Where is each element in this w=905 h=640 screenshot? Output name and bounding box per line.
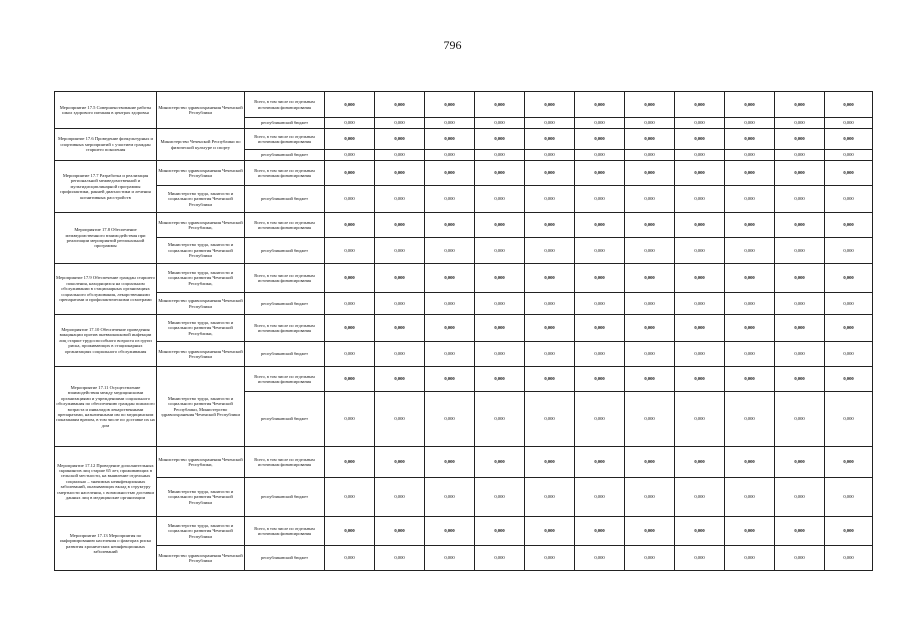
amount-cell: 0,000 — [625, 342, 675, 367]
amount-cell: 0,000 — [625, 478, 675, 517]
amount-cell: 0,000 — [775, 186, 825, 213]
amount-cell: 0,000 — [325, 367, 375, 392]
amount-cell: 0,000 — [425, 517, 475, 546]
amount-cell: 0,000 — [825, 447, 873, 478]
executor: Министерство Чеченской Республики по физической культуре и спорту — [157, 129, 245, 161]
amount-cell: 0,000 — [775, 293, 825, 315]
amount-cell: 0,000 — [675, 517, 725, 546]
amount-cell: 0,000 — [525, 478, 575, 517]
amount-cell: 0,000 — [425, 238, 475, 264]
amount-cell: 0,000 — [625, 238, 675, 264]
table-row — [55, 517, 873, 546]
amount-cell: 0,000 — [475, 213, 525, 238]
event-name: Мероприятие 17.9 Обеспечение граждан старшего поколения, находящихся на социальном обслуживании в стационарных организациях социального обслуживания, лекарственными препаратами и профилактическими осмотрами — [55, 264, 157, 315]
funding-source-republic: республиканский бюджет — [245, 118, 325, 129]
amount-cell: 0,000 — [525, 213, 575, 238]
amount-cell: 0,000 — [825, 293, 873, 315]
amount-cell: 0,000 — [475, 293, 525, 315]
amount-cell: 0,000 — [725, 546, 775, 571]
amount-cell: 0,000 — [575, 161, 625, 186]
funding-source-republic: республиканский бюджет — [245, 478, 325, 517]
amount-cell: 0,000 — [575, 238, 625, 264]
amount-cell: 0,000 — [475, 517, 525, 546]
amount-cell: 0,000 — [675, 392, 725, 447]
table-row — [55, 293, 873, 315]
amount-cell: 0,000 — [675, 213, 725, 238]
amount-cell: 0,000 — [525, 129, 575, 150]
amount-cell: 0,000 — [775, 150, 825, 161]
amount-cell: 0,000 — [625, 447, 675, 478]
amount-cell: 0,000 — [475, 342, 525, 367]
table-row — [55, 342, 873, 367]
amount-cell: 0,000 — [475, 447, 525, 478]
amount-cell: 0,000 — [775, 213, 825, 238]
table-row — [55, 129, 873, 150]
amount-cell: 0,000 — [525, 367, 575, 392]
amount-cell: 0,000 — [625, 293, 675, 315]
funding-source-republic: республиканский бюджет — [245, 392, 325, 447]
amount-cell: 0,000 — [825, 392, 873, 447]
amount-cell: 0,000 — [325, 447, 375, 478]
amount-cell: 0,000 — [525, 150, 575, 161]
amount-cell: 0,000 — [575, 546, 625, 571]
amount-cell: 0,000 — [625, 150, 675, 161]
amount-cell: 0,000 — [825, 342, 873, 367]
amount-cell: 0,000 — [825, 161, 873, 186]
amount-cell: 0,000 — [725, 118, 775, 129]
amount-cell: 0,000 — [675, 129, 725, 150]
amount-cell: 0,000 — [575, 517, 625, 546]
executor: Министерство здравоохранения Чеченской Республики, — [157, 213, 245, 238]
amount-cell: 0,000 — [325, 186, 375, 213]
amount-cell: 0,000 — [825, 118, 873, 129]
amount-cell: 0,000 — [675, 342, 725, 367]
amount-cell: 0,000 — [425, 150, 475, 161]
amount-cell: 0,000 — [625, 186, 675, 213]
amount-cell: 0,000 — [375, 129, 425, 150]
amount-cell: 0,000 — [675, 161, 725, 186]
amount-cell: 0,000 — [825, 92, 873, 118]
amount-cell: 0,000 — [775, 392, 825, 447]
amount-cell: 0,000 — [825, 186, 873, 213]
amount-cell: 0,000 — [675, 264, 725, 293]
funding-source-total: Всего, в том числе по отдельным источникам финансирования — [245, 517, 325, 546]
amount-cell: 0,000 — [575, 129, 625, 150]
amount-cell: 0,000 — [325, 315, 375, 342]
amount-cell: 0,000 — [375, 546, 425, 571]
amount-cell: 0,000 — [425, 447, 475, 478]
funding-source-total: Всего, в том числе по отдельным источникам финансирования — [245, 447, 325, 478]
amount-cell: 0,000 — [825, 238, 873, 264]
amount-cell: 0,000 — [525, 238, 575, 264]
amount-cell: 0,000 — [475, 150, 525, 161]
amount-cell: 0,000 — [825, 546, 873, 571]
funding-source-total: Всего, в том числе по отдельным источникам финансирования — [245, 161, 325, 186]
amount-cell: 0,000 — [325, 546, 375, 571]
amount-cell: 0,000 — [425, 342, 475, 367]
amount-cell: 0,000 — [575, 342, 625, 367]
funding-source-republic: республиканский бюджет — [245, 342, 325, 367]
amount-cell: 0,000 — [675, 186, 725, 213]
amount-cell: 0,000 — [775, 478, 825, 517]
budget-table — [54, 91, 873, 571]
executor: Министерство здравоохранения Чеченской Республики, — [157, 447, 245, 478]
amount-cell: 0,000 — [675, 150, 725, 161]
amount-cell: 0,000 — [575, 118, 625, 129]
amount-cell: 0,000 — [675, 92, 725, 118]
amount-cell: 0,000 — [425, 315, 475, 342]
amount-cell: 0,000 — [575, 478, 625, 517]
amount-cell: 0,000 — [425, 392, 475, 447]
amount-cell: 0,000 — [425, 213, 475, 238]
amount-cell: 0,000 — [325, 264, 375, 293]
table-row — [55, 315, 873, 342]
executor: Министерство труда, занятости и социального развития Чеченской Республики, Министерство здравоохранения Чеченской Республики — [157, 367, 245, 447]
amount-cell: 0,000 — [425, 118, 475, 129]
amount-cell: 0,000 — [375, 118, 425, 129]
event-name: Мероприятие 17.13 Мероприятия по информированию населения о факторах риска развития хронических неинфекционных заболеваний — [55, 517, 157, 571]
amount-cell: 0,000 — [375, 186, 425, 213]
amount-cell: 0,000 — [775, 92, 825, 118]
amount-cell: 0,000 — [675, 118, 725, 129]
amount-cell: 0,000 — [525, 315, 575, 342]
amount-cell: 0,000 — [325, 478, 375, 517]
amount-cell: 0,000 — [725, 315, 775, 342]
event-name: Мероприятие 17.6 Проведение физкультурных и спортивных мероприятий с участием граждан старшего поколения — [55, 129, 157, 161]
amount-cell: 0,000 — [775, 129, 825, 150]
amount-cell: 0,000 — [525, 517, 575, 546]
amount-cell: 0,000 — [525, 342, 575, 367]
table-row — [55, 367, 873, 392]
funding-source-total: Всего, в том числе по отдельным источникам финансирования — [245, 315, 325, 342]
table-row — [55, 264, 873, 293]
amount-cell: 0,000 — [375, 161, 425, 186]
amount-cell: 0,000 — [825, 129, 873, 150]
amount-cell: 0,000 — [475, 186, 525, 213]
amount-cell: 0,000 — [625, 92, 675, 118]
amount-cell: 0,000 — [525, 447, 575, 478]
amount-cell: 0,000 — [625, 118, 675, 129]
amount-cell: 0,000 — [475, 546, 525, 571]
amount-cell: 0,000 — [625, 315, 675, 342]
table-row — [55, 478, 873, 517]
funding-source-republic: республиканский бюджет — [245, 150, 325, 161]
amount-cell: 0,000 — [425, 129, 475, 150]
amount-cell: 0,000 — [575, 392, 625, 447]
amount-cell: 0,000 — [325, 150, 375, 161]
amount-cell: 0,000 — [725, 478, 775, 517]
amount-cell: 0,000 — [775, 315, 825, 342]
event-name: Мероприятие 17.12 Проведение дополнительных скринингов лиц старше 65 лет, проживающих в сельской местности, на выявление отдельных социально – значимых неинфекционных заболеваний, оказывающих вклад в структуру смертности населения, с возможностью доставки данных лиц в медицинские организации — [55, 447, 157, 517]
amount-cell: 0,000 — [625, 517, 675, 546]
amount-cell: 0,000 — [575, 213, 625, 238]
amount-cell: 0,000 — [775, 238, 825, 264]
funding-source-republic: республиканский бюджет — [245, 186, 325, 213]
executor: Министерство здравоохранения Чеченской Республики — [157, 293, 245, 315]
amount-cell: 0,000 — [525, 392, 575, 447]
funding-source-total: Всего, в том числе по отдельным источникам финансирования — [245, 92, 325, 118]
amount-cell: 0,000 — [775, 546, 825, 571]
amount-cell: 0,000 — [475, 315, 525, 342]
event-name: Мероприятие 17.8 Обеспечение межведомственного взаимодействия при реализации мероприятий региональной программы — [55, 213, 157, 264]
amount-cell: 0,000 — [575, 293, 625, 315]
amount-cell: 0,000 — [325, 517, 375, 546]
amount-cell: 0,000 — [825, 264, 873, 293]
amount-cell: 0,000 — [325, 213, 375, 238]
amount-cell: 0,000 — [675, 546, 725, 571]
amount-cell: 0,000 — [425, 92, 475, 118]
amount-cell: 0,000 — [725, 447, 775, 478]
amount-cell: 0,000 — [825, 150, 873, 161]
amount-cell: 0,000 — [375, 478, 425, 517]
amount-cell: 0,000 — [625, 546, 675, 571]
amount-cell: 0,000 — [725, 186, 775, 213]
amount-cell: 0,000 — [525, 92, 575, 118]
table-row — [55, 213, 873, 238]
amount-cell: 0,000 — [325, 92, 375, 118]
executor: Министерство здравоохранения Чеченской Республики — [157, 161, 245, 186]
amount-cell: 0,000 — [725, 517, 775, 546]
amount-cell: 0,000 — [675, 447, 725, 478]
amount-cell: 0,000 — [375, 92, 425, 118]
event-name: Мероприятие 17.11 Осуществление взаимодействия между медицинскими организациями и учреждениями социального обслуживания по обеспечению граждан пожилого возраста и инвалидов лекарственными препаратами, назначенными им по медицинским показаниям врачом, в том числе по доставке их на дом — [55, 367, 157, 447]
amount-cell: 0,000 — [375, 293, 425, 315]
table-row — [55, 238, 873, 264]
amount-cell: 0,000 — [475, 129, 525, 150]
amount-cell: 0,000 — [375, 264, 425, 293]
amount-cell: 0,000 — [775, 118, 825, 129]
amount-cell: 0,000 — [375, 238, 425, 264]
amount-cell: 0,000 — [525, 293, 575, 315]
page-number: 796 — [443, 38, 462, 52]
amount-cell: 0,000 — [475, 367, 525, 392]
amount-cell: 0,000 — [325, 293, 375, 315]
executor: Министерство здравоохранения Чеченской Республики — [157, 546, 245, 571]
amount-cell: 0,000 — [625, 367, 675, 392]
amount-cell: 0,000 — [625, 213, 675, 238]
table-row — [55, 186, 873, 213]
amount-cell: 0,000 — [575, 315, 625, 342]
executor: Министерство труда, занятости и социального развития Чеченской Республики, — [157, 315, 245, 342]
amount-cell: 0,000 — [325, 118, 375, 129]
executor: Министерство труда, занятости и социального развития Чеченской Республики, — [157, 264, 245, 293]
funding-source-republic: республиканский бюджет — [245, 238, 325, 264]
table-body — [55, 92, 873, 571]
amount-cell: 0,000 — [325, 161, 375, 186]
funding-source-republic: республиканский бюджет — [245, 293, 325, 315]
event-name: Мероприятие 17.10 Обеспечение проведения вакцинации против пневмококковой инфекции лиц старше трудоспособного возраста из групп риска, проживающих в стационарных организациях социального обслуживания — [55, 315, 157, 367]
amount-cell: 0,000 — [675, 238, 725, 264]
funding-source-total: Всего, в том числе по отдельным источникам финансирования — [245, 129, 325, 150]
amount-cell: 0,000 — [675, 315, 725, 342]
amount-cell: 0,000 — [475, 478, 525, 517]
table-row — [55, 447, 873, 478]
amount-cell: 0,000 — [775, 264, 825, 293]
amount-cell: 0,000 — [725, 150, 775, 161]
amount-cell: 0,000 — [575, 264, 625, 293]
amount-cell: 0,000 — [525, 546, 575, 571]
amount-cell: 0,000 — [475, 392, 525, 447]
amount-cell: 0,000 — [375, 517, 425, 546]
executor: Министерство труда, занятости и социального развития Чеченской Республики — [157, 517, 245, 546]
funding-source-total: Всего, в том числе по отдельным источникам финансирования — [245, 264, 325, 293]
amount-cell: 0,000 — [525, 118, 575, 129]
amount-cell: 0,000 — [625, 161, 675, 186]
amount-cell: 0,000 — [325, 238, 375, 264]
amount-cell: 0,000 — [725, 293, 775, 315]
executor: Министерство труда, занятости и социального развития Чеченской Республики — [157, 238, 245, 264]
amount-cell: 0,000 — [625, 129, 675, 150]
amount-cell: 0,000 — [325, 129, 375, 150]
amount-cell: 0,000 — [675, 478, 725, 517]
event-name: Мероприятие 17.5 Совершенствование работы школ здорового питания в центрах здоровья — [55, 92, 157, 129]
amount-cell: 0,000 — [675, 293, 725, 315]
amount-cell: 0,000 — [775, 161, 825, 186]
amount-cell: 0,000 — [475, 238, 525, 264]
amount-cell: 0,000 — [425, 186, 475, 213]
amount-cell: 0,000 — [525, 161, 575, 186]
amount-cell: 0,000 — [775, 517, 825, 546]
amount-cell: 0,000 — [425, 367, 475, 392]
amount-cell: 0,000 — [425, 546, 475, 571]
amount-cell: 0,000 — [375, 392, 425, 447]
amount-cell: 0,000 — [825, 367, 873, 392]
amount-cell: 0,000 — [375, 447, 425, 478]
amount-cell: 0,000 — [425, 478, 475, 517]
amount-cell: 0,000 — [825, 315, 873, 342]
funding-source-republic: республиканский бюджет — [245, 546, 325, 571]
amount-cell: 0,000 — [575, 186, 625, 213]
amount-cell: 0,000 — [625, 392, 675, 447]
executor: Министерство здравоохранения Чеченской Республики — [157, 92, 245, 129]
amount-cell: 0,000 — [775, 342, 825, 367]
amount-cell: 0,000 — [725, 367, 775, 392]
amount-cell: 0,000 — [475, 92, 525, 118]
amount-cell: 0,000 — [575, 367, 625, 392]
table-row — [55, 161, 873, 186]
amount-cell: 0,000 — [825, 478, 873, 517]
amount-cell: 0,000 — [375, 150, 425, 161]
amount-cell: 0,000 — [725, 92, 775, 118]
amount-cell: 0,000 — [725, 342, 775, 367]
amount-cell: 0,000 — [625, 264, 675, 293]
amount-cell: 0,000 — [775, 367, 825, 392]
amount-cell: 0,000 — [575, 447, 625, 478]
amount-cell: 0,000 — [425, 264, 475, 293]
amount-cell: 0,000 — [725, 161, 775, 186]
amount-cell: 0,000 — [725, 213, 775, 238]
amount-cell: 0,000 — [725, 392, 775, 447]
table-row — [55, 92, 873, 118]
funding-source-total: Всего, в том числе по отдельным источникам финансирования — [245, 367, 325, 392]
amount-cell: 0,000 — [575, 150, 625, 161]
amount-cell: 0,000 — [675, 367, 725, 392]
amount-cell: 0,000 — [775, 447, 825, 478]
amount-cell: 0,000 — [375, 315, 425, 342]
amount-cell: 0,000 — [325, 342, 375, 367]
amount-cell: 0,000 — [325, 392, 375, 447]
amount-cell: 0,000 — [475, 118, 525, 129]
amount-cell: 0,000 — [725, 264, 775, 293]
amount-cell: 0,000 — [475, 264, 525, 293]
amount-cell: 0,000 — [525, 186, 575, 213]
amount-cell: 0,000 — [375, 367, 425, 392]
executor: Министерство труда, занятости и социального развития Чеченской Республики — [157, 478, 245, 517]
amount-cell: 0,000 — [575, 92, 625, 118]
amount-cell: 0,000 — [475, 161, 525, 186]
amount-cell: 0,000 — [825, 517, 873, 546]
amount-cell: 0,000 — [525, 264, 575, 293]
executor: Министерство труда, занятости и социального развития Чеченской Республики — [157, 186, 245, 213]
amount-cell: 0,000 — [825, 213, 873, 238]
funding-source-total: Всего, в том числе по отдельным источникам финансирования — [245, 213, 325, 238]
amount-cell: 0,000 — [425, 161, 475, 186]
amount-cell: 0,000 — [725, 129, 775, 150]
amount-cell: 0,000 — [725, 238, 775, 264]
table-row — [55, 546, 873, 571]
event-name: Мероприятие 17.7 Разработка и реализация региональной межведомственной и мультидисциплинарной программы профилактики, ранней диагностики и лечения когнитивных расстройств — [55, 161, 157, 213]
executor: Министерство здравоохранения Чеченской Республики — [157, 342, 245, 367]
amount-cell: 0,000 — [425, 293, 475, 315]
amount-cell: 0,000 — [375, 342, 425, 367]
amount-cell: 0,000 — [375, 213, 425, 238]
